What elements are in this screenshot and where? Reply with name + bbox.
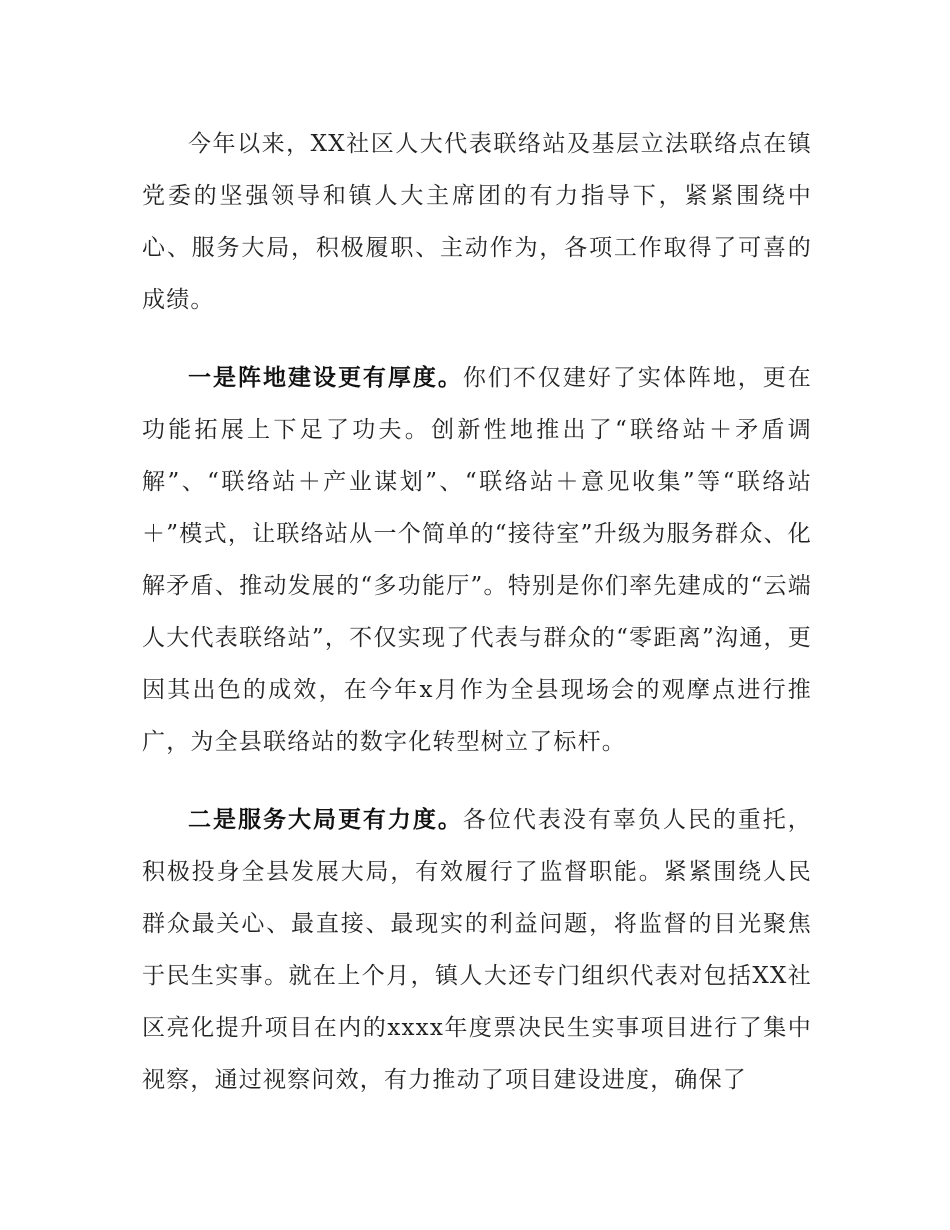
paragraph-position-building-text: 你们不仅建好了实体阵地，更在功能拓展上下足了功夫。创新性地推出了“联络站＋矛盾调解”、“联络站＋产业谋划”、“联络站＋意见收集”等“联络站＋”模式，让联络站从一个简单的“接待室”升级为服务群众、化解矛盾、推动发展的“多功能厅”。特别是你们率先建成的“云端人大代表联络站”，不仅实现了代表与群众的“零距离”沟通，更因其出色的成效，在今年x月作为全县现场会的观摩点进行推广，为全县联络站的数字化转型树立了标杆。 bbox=[142, 365, 812, 755]
paragraph-position-building-lead: 一是阵地建设更有厚度。 bbox=[188, 365, 463, 391]
paragraph-serving-overall bbox=[142, 794, 812, 1106]
paragraph-serving-overall-lead: 二是服务大局更有力度。 bbox=[188, 807, 463, 833]
document-body bbox=[142, 118, 812, 1132]
paragraph-position-building bbox=[142, 352, 812, 768]
paragraph-serving-overall-text: 各位代表没有辜负人民的重托，积极投身全县发展大局，有效履行了监督职能。紧紧围绕人民群众最关心、最直接、最现实的利益问题，将监督的目光聚焦于民生实事。就在上个月，镇人大还专门组织代表对包括XX社区亮化提升项目在内的xxxx年度票决民生实事项目进行了集中视察，通过视察问效，有力推动了项目建设进度，确保了 bbox=[142, 807, 812, 1093]
paragraph-intro bbox=[142, 118, 812, 326]
paragraph-intro-text: 今年以来，XX社区人大代表联络站及基层立法联络点在镇党委的坚强领导和镇人大主席团的有力指导下，紧紧围绕中心、服务大局，积极履职、主动作为，各项工作取得了可喜的成绩。 bbox=[142, 131, 812, 313]
